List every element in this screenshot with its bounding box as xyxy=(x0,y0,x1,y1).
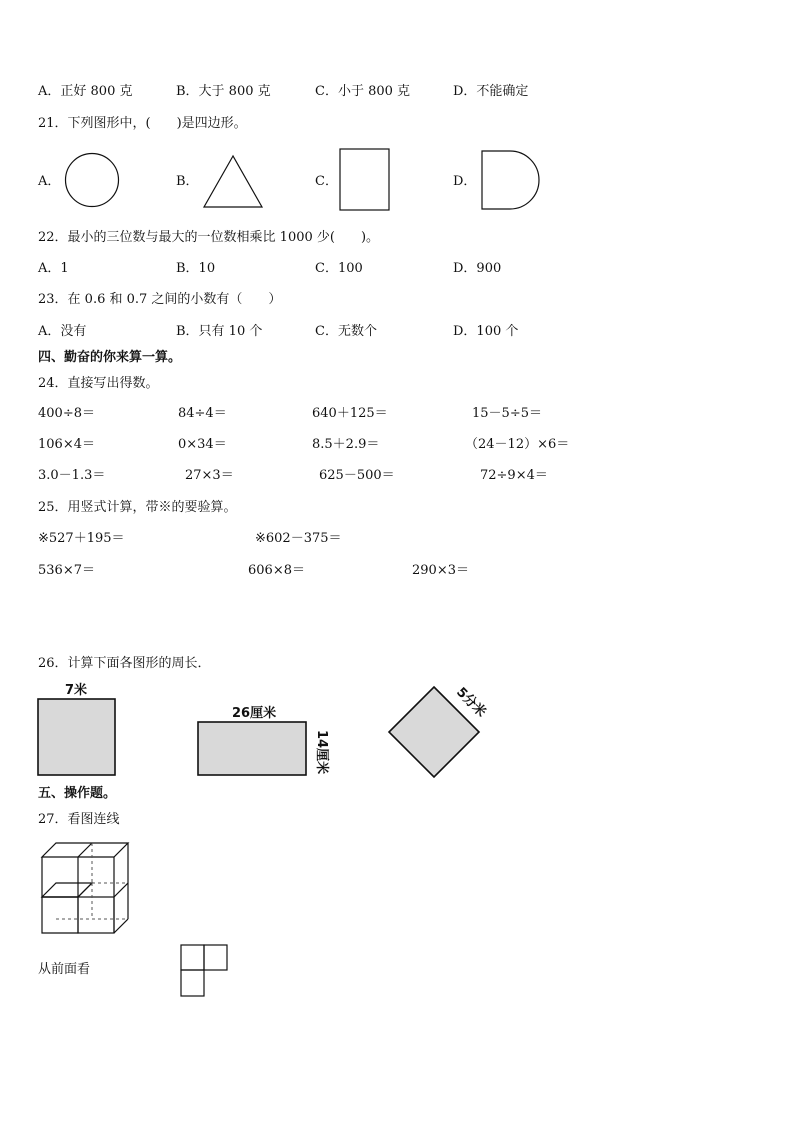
q21-stem: 21．下列图形中，( )是四边形。 xyxy=(38,116,247,131)
q25-stem: 25．用竖式计算，带※的要验算。 xyxy=(38,500,237,515)
q27-view-label: 从前面看 xyxy=(38,962,91,977)
diamond-side-label: 5分米 xyxy=(453,684,489,721)
q23-option-c[interactable]: C．无数个 xyxy=(315,324,377,339)
q24-item: 106×4＝ xyxy=(38,437,95,452)
q23-option-a[interactable]: A．没有 xyxy=(38,324,87,339)
q24-item: 625－500＝ xyxy=(319,468,395,483)
q24-item: （24－12）×6＝ xyxy=(465,437,570,452)
q25-item: ※527＋195＝ xyxy=(38,531,125,546)
q27-stem: 27．看图连线 xyxy=(38,812,120,827)
q23-option-b[interactable]: B．只有 10 个 xyxy=(176,324,263,339)
q22-stem: 22．最小的三位数与最大的一位数相乘比 1000 少( )。 xyxy=(38,230,380,245)
section5-title: 五、操作题。 xyxy=(38,786,117,801)
q25-item: 606×8＝ xyxy=(248,563,305,578)
q24-item: 400÷8＝ xyxy=(38,406,95,421)
q20-option-c[interactable]: C．小于 800 克 xyxy=(315,84,411,99)
circle-icon[interactable] xyxy=(66,154,119,207)
q26-stem: 26．计算下面各图形的周长． xyxy=(38,656,211,671)
q20-option-a[interactable]: A．正好 800 克 xyxy=(38,84,133,99)
q24-item: 72÷9×4＝ xyxy=(480,468,548,483)
rect-height-label: 14厘米 xyxy=(314,730,329,775)
rectangle-icon[interactable] xyxy=(340,149,389,210)
q20-option-b[interactable]: B．大于 800 克 xyxy=(176,84,271,99)
q22-option-d[interactable]: D．900 xyxy=(453,261,502,276)
d-shape-icon[interactable] xyxy=(482,151,539,209)
square-figure xyxy=(38,699,115,775)
q24-item: 0×34＝ xyxy=(178,437,227,452)
square-side-label: 7米 xyxy=(65,683,88,698)
q21-shapes xyxy=(0,0,794,230)
q24-item: 27×3＝ xyxy=(185,468,234,483)
q24-item: 640＋125＝ xyxy=(312,406,388,421)
q26-figures xyxy=(0,670,794,790)
q21-label-a[interactable]: A． xyxy=(38,174,61,189)
q23-option-d[interactable]: D．100 个 xyxy=(453,324,519,339)
q22-option-c[interactable]: C．100 xyxy=(315,261,363,276)
front-view-figure[interactable] xyxy=(175,940,235,1002)
rectangle-figure xyxy=(198,722,306,775)
q24-item: 8.5＋2.9＝ xyxy=(312,437,380,452)
q21-label-b[interactable]: B． xyxy=(176,174,199,189)
q23-stem: 23．在 0.6 和 0.7 之间的小数有（ ） xyxy=(38,292,282,307)
q25-item: 536×7＝ xyxy=(38,563,95,578)
q22-option-b[interactable]: B．10 xyxy=(176,261,216,276)
triangle-icon[interactable] xyxy=(204,156,262,207)
section4-title: 四、勤奋的你来算一算。 xyxy=(38,350,182,365)
q25-item: ※602－375＝ xyxy=(255,531,342,546)
rect-width-label: 26厘米 xyxy=(232,706,277,721)
q24-item: 15－5÷5＝ xyxy=(472,406,542,421)
q22-option-a[interactable]: A．1 xyxy=(38,261,69,276)
q24-stem: 24．直接写出得数。 xyxy=(38,376,159,391)
q20-option-d[interactable]: D．不能确定 xyxy=(453,84,529,99)
q21-label-d[interactable]: D． xyxy=(453,174,477,189)
q21-label-c[interactable]: C． xyxy=(315,174,338,189)
q24-item: 3.0－1.3＝ xyxy=(38,468,106,483)
q25-item: 290×3＝ xyxy=(412,563,469,578)
q24-item: 84÷4＝ xyxy=(178,406,227,421)
